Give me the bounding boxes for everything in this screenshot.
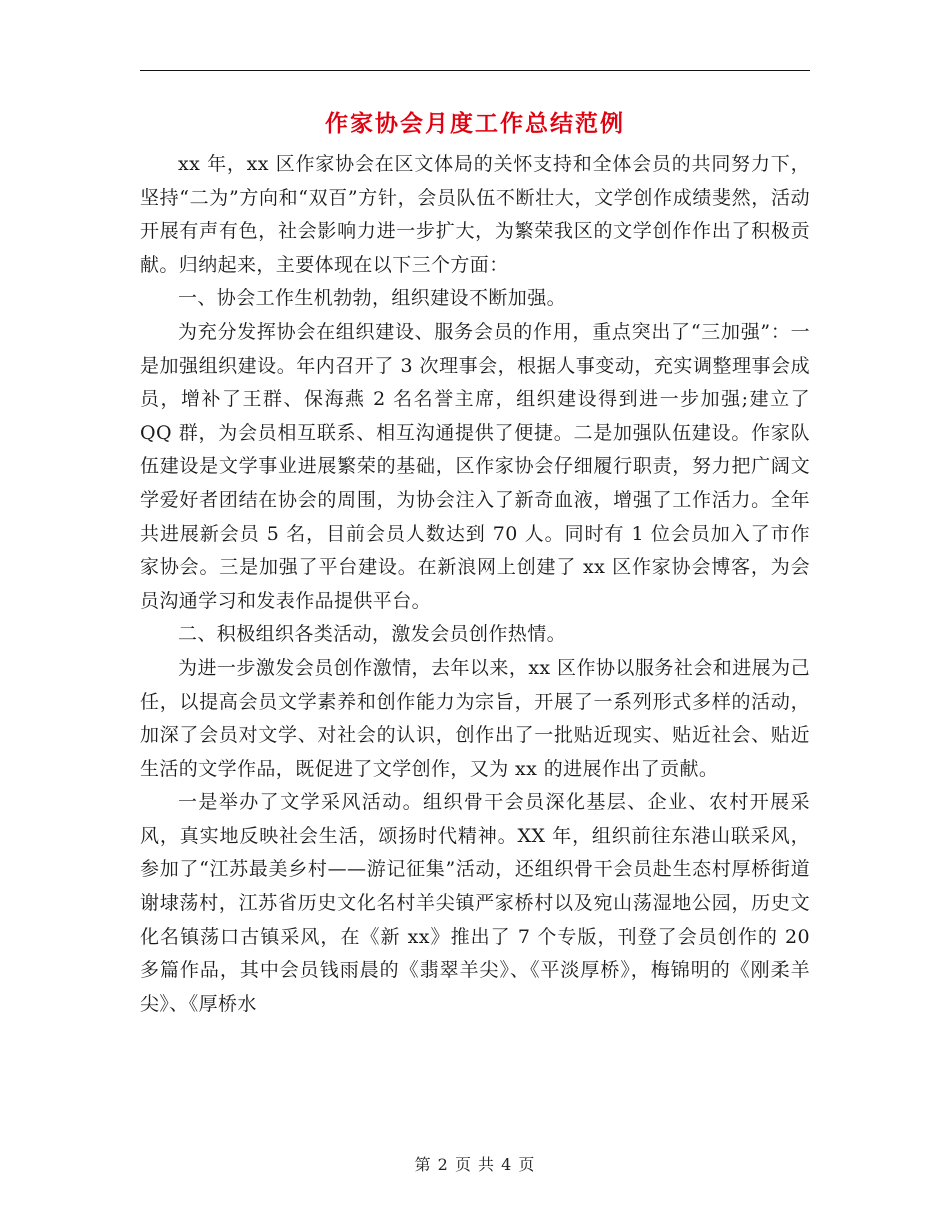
paragraph-activities: 为进一步激发会员创作激情，去年以来，xx 区作协以服务社会和进展为己任，以提高会员文学素养和创作能力为宗旨，开展了一系列形式多样的活动，加深了会员对文学、对社会的认识，创作出了一批贴近现实、贴近社会、贴近生活的文学作品，既促进了文学创作，又为 xx 的进展作出了贡献。: [140, 656, 810, 780]
section-heading-1: 一、协会工作生机勃勃，组织建设不断加强。: [178, 287, 567, 310]
paragraph-field-trips: 一是举办了文学采风活动。组织骨干会员深化基层、企业、农村开展采风，真实地反映社会生活，颂扬时代精神。XX 年，组织前往东港山联采风，参加了“江苏最美乡村——游记征集”活动，还组织骨干会员赴生态村厚桥街道谢埭荡村，江苏省历史文化名村羊尖镇严家桥村以及宛山荡湿地公园，历史文化名镇荡口古镇采风，在《新 xx》推出了 7 个专版，刊登了会员创作的 20 多篇作品，其中会员钱雨晨的《翡翠羊尖》、《平淡厚桥》，梅锦明的《刚柔羊尖》、《厚桥水: [140, 791, 810, 1015]
document-title: 作家协会月度工作总结范例: [325, 110, 625, 137]
document-body: [140, 148, 810, 1021]
header-rule: [140, 70, 810, 71]
section-heading-2: 二、积极组织各类活动，激发会员创作热情。: [178, 623, 567, 646]
page-number: 第 2 页 共 4 页: [414, 1155, 536, 1174]
paragraph-intro: xx 年，xx 区作家协会在区文体局的关怀支持和全体会员的共同努力下，坚持“二为”方向和“双百”方针，会员队伍不断壮大，文学创作成绩斐然，活动开展有声有色，社会影响力进一步扩大，为繁荣我区的文学创作作出了积极贡献。归纳起来，主要体现在以下三个方面：: [140, 153, 810, 276]
paragraph-organization: 为充分发挥协会在组织建设、服务会员的作用，重点突出了“三加强”：一是加强组织建设。年内召开了 3 次理事会，根据人事变动，充实调整理事会成员，增补了王群、保海燕 2 名名誉主席，组织建设得到进一步加强;建立了 QQ 群，为会员相互联系、相互沟通提供了便捷。二是加强队伍建设。作家队伍建设是文学事业进展繁荣的基础，区作家协会仔细履行职责，努力把广阔文学爱好者团结在协会的周围，为协会注入了新奇血液，增强了工作活力。全年共进展新会员 5 名，目前会员人数达到 70 人。同时有 1 位会员加入了市作家协会。三是加强了平台建设。在新浪网上创建了 xx 区作家协会博客，为会员沟通学习和发表作品提供平台。: [140, 320, 810, 612]
